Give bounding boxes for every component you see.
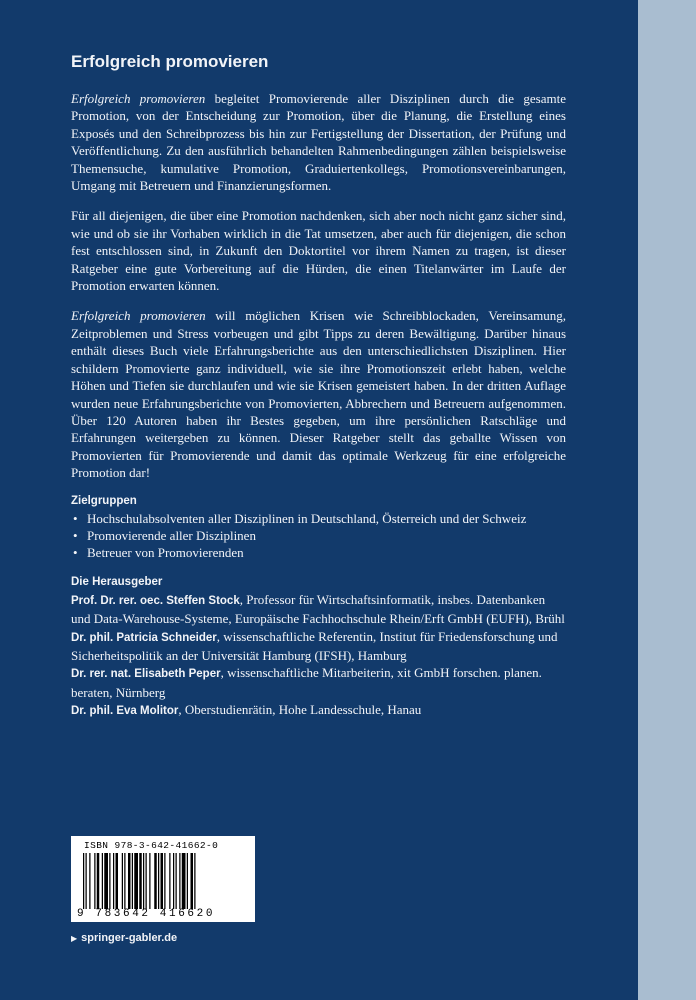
barcode-bar xyxy=(89,853,90,909)
barcode-bar xyxy=(182,853,186,909)
back-cover-text xyxy=(71,52,566,721)
editor-name: Dr. rer. nat. Elisabeth Peper xyxy=(71,668,221,681)
isbn-text: ISBN 978-3-642-41662-0 xyxy=(84,840,219,851)
barcode-bar xyxy=(102,853,103,909)
list-item: • Betreuer von Promovierenden xyxy=(71,544,566,561)
barcode-bar xyxy=(124,853,125,909)
ean-digits: 9 783642 416620 xyxy=(77,908,216,920)
barcode-bar xyxy=(173,853,174,909)
barcode-bar xyxy=(128,853,131,909)
editor-entry xyxy=(71,701,566,720)
barcode-bar xyxy=(122,853,123,909)
barcode-bar xyxy=(169,853,170,909)
editor-name: Dr. phil. Eva Molitor xyxy=(71,705,179,718)
barcode-bar xyxy=(134,853,138,909)
barcode-bar xyxy=(132,853,133,909)
book-title-italic: Erfolgreich promovieren xyxy=(71,91,206,106)
barcode-bar xyxy=(191,853,194,909)
barcode-label xyxy=(71,836,255,922)
editor-name: Dr. phil. Patricia Schneider xyxy=(71,631,217,644)
barcode-bar xyxy=(194,853,195,909)
barcode-bar xyxy=(139,853,142,909)
paragraph-text: will möglichen Krisen wie Schreibblockaden, Vereinsamung, Zeitproblemen und Stress vorbeugen und gibt Tipps zu deren Bewältigung. Darüber hinaus enthält dieses Buch viele Erfahrungsberichte aus den unterschiedlichsten Disziplinen. Hier schildern Promovierte ganz individuell, wie sie ihre Promotionszeit erlebt haben, welche Höhen und Tiefen sie durchlaufen und wie sie Krisen gemeistert haben. In der dritten Auflage wurden neue Erfahrungsberichte von Promovierten, Abbrechern und Betreuern aufgenommen. Über 120 Autoren haben ihr Bestes gegeben, um ihre persönlichen Ratschläge und Erfahrungen weitergeben zu können. Dieser Ratgeber stellt das geballte Wissen von Promovierten für Promovierende und damit das optimale Werkzeug für eine erfolgreiche Promotion dar! xyxy=(71,308,567,481)
barcode-bar xyxy=(149,853,150,909)
barcode-bar xyxy=(94,853,95,909)
barcode-bar xyxy=(161,853,164,909)
barcode-bar xyxy=(154,853,157,909)
barcode-bar xyxy=(83,853,84,909)
description-paragraph-3 xyxy=(71,307,566,481)
barcode-bar xyxy=(179,853,180,909)
barcode-bar xyxy=(143,853,144,909)
barcode-bar xyxy=(116,853,119,909)
barcode-bar xyxy=(109,853,110,909)
list-item: • Hochschulabsolventen aller Disziplinen in Deutschland, Österreich und der Schweiz xyxy=(71,510,566,527)
editor-description: , wissenschaftliche Referentin, Institut für Friedensforschung und Sicherheitspolitik an der Universität Hamburg (IFSH), Hamburg xyxy=(71,628,558,663)
book-title-italic: Erfolgreich promovieren xyxy=(71,308,206,324)
barcode-bar xyxy=(97,853,100,909)
publisher-website xyxy=(71,932,177,944)
barcode-bar xyxy=(176,853,177,909)
editor-name: Prof. Dr. rer. oec. Steffen Stock xyxy=(71,594,240,607)
barcode-bar xyxy=(86,853,87,909)
target-groups-heading: Zielgruppen xyxy=(71,494,137,507)
barcode-graphic xyxy=(83,853,243,909)
editor-entry xyxy=(71,591,566,628)
paragraph-text: begleitet Promovierende aller Disziplinen durch die gesamte Promotion, von der Entscheidung zur Promotion, über die Planung, die Erstellung eines Exposés und den Schreibprozess bis hin zur Fertigstellung der Dissertation, der Prüfung und Veröffentlichung. Zu den ausführlich behandelten Rahmenbedingungen zählen beispielsweise Themensuche, kumulative Promotion, Graduiertenkollegs, Promotionsvereinbarungen, Umgang mit Betreuern und Finanzierungsformen. xyxy=(71,91,566,194)
target-groups-list xyxy=(71,510,566,562)
editor-description: , Oberstudienrätin, Hohe Landesschule, Hanau xyxy=(178,702,422,718)
side-stripe xyxy=(638,0,696,1000)
book-title: Erfolgreich promovieren xyxy=(71,52,269,71)
list-item: • Promovierende aller Disziplinen xyxy=(71,527,566,544)
barcode-bar xyxy=(158,853,159,909)
barcode-bar xyxy=(164,853,165,909)
website-text: springer-gabler.de xyxy=(81,932,178,944)
barcode-bar xyxy=(113,853,114,909)
editor-entry xyxy=(71,664,566,701)
barcode-bar xyxy=(104,853,108,909)
editors-heading: Die Herausgeber xyxy=(71,575,163,588)
description-paragraph-1 xyxy=(71,90,566,194)
editor-entry xyxy=(71,628,566,665)
editor-description: , Professor für Wirtschaftsinformatik, insbes. Datenbanken und Data-Warehouse-Systeme, Europäische Fachhochschule Rhein/Erft GmbH (EUFH), Brühl xyxy=(71,591,565,627)
barcode-bar xyxy=(146,853,147,909)
editor-description: , wissenschaftliche Mitarbeiterin, xit GmbH forschen. planen. beraten, Nürnberg xyxy=(71,665,542,700)
arrow-right-icon: ▶ xyxy=(71,933,78,943)
description-paragraph-2: Für all diejenigen, die über eine Promotion nachdenken, sich aber noch nicht ganz sicher sind, wie und ob sie ihr Vorhaben wirklich in die Tat umsetzen, aber auch für diejenigen, die schon fest entschlossen sind, in Zukunft den Doktortitel vor ihrem Namen zu tragen, ist dieser Ratgeber eine gute Vorbereitung auf die Hürden, die einen Titelanwärter im Laufe der Promotion erwarten können. xyxy=(71,208,566,294)
barcode-bar xyxy=(187,853,188,909)
